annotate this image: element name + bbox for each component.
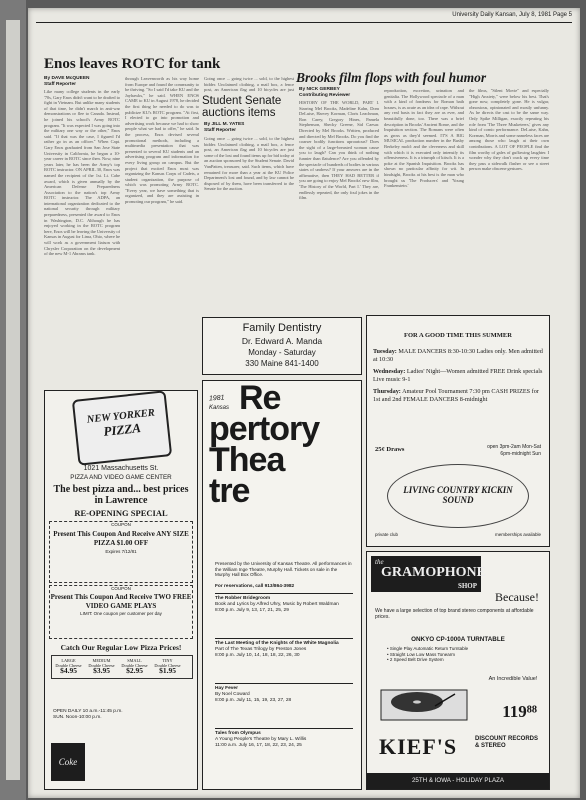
dentist-name: Dr. Edward A. Manda (241, 336, 323, 346)
pizza-logo (72, 390, 172, 465)
senate-lead: Going once ... going twice ... sold, to the highest bidder. Unclaimed clothing, a mail box, a fence post, an American flag and 10 bicycles are just (204, 76, 294, 93)
night-wednesday (373, 368, 543, 383)
show-credits: Book and Lyrics by Alfred Uhry, Music by Robert Waldman (215, 602, 339, 607)
gramophone-product: ONKYO CP-1000A TURNTABLE (411, 636, 505, 643)
bar-name: LIVING COUNTRY KICKIN SOUND (403, 485, 513, 505)
pizza-prices-title: Catch Our Regular Low Pizza Prices! (60, 643, 182, 652)
pizza-logo-top: NEW YORKER (86, 407, 156, 426)
wordmark-thea: Thea (209, 441, 285, 479)
header-rule (36, 22, 572, 23)
size-sub: Double Cheese (55, 663, 82, 668)
gramophone-logo (371, 556, 486, 592)
pizza-tagline: The best pizza and... best prices in Lawrence (53, 484, 189, 506)
coupon-2-label: COUPON (111, 586, 131, 591)
dentist-ad (202, 317, 362, 375)
show-title: The Last Meeting of the Knights of the White Magnolia (215, 641, 339, 646)
price-col-large (52, 658, 85, 673)
size-price: $4.95 (60, 666, 77, 675)
gramophone-desc: We have a large selection of top brand stereo components at affordable prices. (375, 608, 534, 620)
gramophone-price: 119⁸⁸ (502, 702, 537, 721)
bar-logo (387, 464, 529, 528)
pizza-reopening: RE-OPENING SPECIAL (74, 508, 168, 518)
bar-private: private club (375, 532, 399, 537)
senate-column: Going once ... going twice ... sold, to the highest bidder. Unclaimed clothing, a mail box, a fence post, an American flag and 10 bicycles are just some of the lost and found items up for bid today at an auction sponsored by the Student Senate. David VanPatten, treasurer, said. Such items, which have remained for more than a year at the KU Police Department's lost and found, and by law cannot be disposed of by them, have been transferred to the Senate for the auction. (204, 136, 294, 192)
show-2 (215, 638, 353, 683)
theatre-show-list (215, 593, 353, 773)
dentist-hours: Monday - Saturday (248, 348, 316, 357)
logo-name: GRAMOPHONE (381, 565, 486, 580)
price-col-small (118, 658, 151, 673)
show-4 (215, 728, 353, 773)
feature-3: • 2 Speed Belt Drive System (387, 657, 444, 663)
coke-logo: Coke (51, 743, 85, 781)
night-day: Wednesday: (373, 368, 406, 375)
wordmark-pertory: pertory (209, 410, 320, 448)
theatre-state: Kansas (209, 405, 230, 411)
show-3 (215, 683, 353, 728)
brooks-column-3: the films, "Silent Movie" and especially "High Anxiety," were below his best. That's gone now, completely gone. He is vulgar, obnoxious, opinionated and mostly unfunny. As he directs the cast to be the same way. Only Spike Milligan, exactly repeating his role from 'The Three Musketeers,' gives any kind of comic performance. DeLuise, Kahn, Korman, Morris and some nameless faces are among those who laugh at their own contributions. A LOT OF PEOPLE find the film worthy of gales of guffawing laughter. I wonder why they don't crack up every time they pass a sidewalk flasher or see a street person make obscene gestures. (469, 88, 549, 172)
gramophone-features (387, 646, 468, 663)
rotc-byline: By DAVE McQUEEN Staff Reporter (44, 76, 90, 87)
bar-ad (366, 315, 550, 547)
size-sub: Double Cheese (121, 663, 148, 668)
pizza-ad (44, 390, 198, 790)
show-credits: By Noel Coward (215, 692, 250, 697)
logo-the: the (375, 558, 384, 566)
theatre-reservations: For reservations, call 913/864-3982 (215, 584, 295, 589)
pizza-subtitle: PIZZA AND VIDEO GAME CENTER (70, 474, 172, 481)
coupon-1-expires: Expires 7/12/81 (105, 549, 137, 554)
adjacent-page-edge (0, 0, 26, 800)
size-label: LARGE (61, 658, 76, 663)
pizza-coupon-2[interactable] (49, 585, 193, 639)
bar-memberships: memberships available (494, 532, 541, 537)
kiefs-logo: KIEF'S (379, 734, 458, 759)
rotc-column-1: Like many college students in the early '70s, Gary Enos didn't want to be drafted to fight in Vietnam. But unlike many students of that time, he didn't march in anti-war demonstrations or flee to Canada. Instead, he joined his school's Army ROTC program. "It was expected I was going into the military one way or the other," Enos said. "If that was the case, I figured I'd rather go in as an officer." When Capt. Gary Enos graduated from San Jose State University in California, he began a 10-year career in ROTC since then. Now, nine years later, he has been the Army's top ROTC instructor. ON APRIL 30, Enos was named the recipient of the 1st. Lt. Cabe award, which is given annually by the American Defense Preparedness Association to the nation's top Army ROTC instructor. The ADPA, an international organization dedicated to the national security through military preparedness, presented the award to Enos in Washington, D.C. Although he has enjoyed working in the ROTC program here, Enos will be leaving the University of Kansas in August for Lima, Ohio, where he will work as a government liaison with Chrysler Corporation on the development of the new M-1 Abrams tank. (44, 89, 120, 257)
night-text: Ladies' Night—Women admitted FREE Drink specials Live music 9-1 (373, 368, 543, 383)
size-price: $1.95 (159, 666, 176, 675)
gramophone-because: Because! (495, 590, 539, 604)
coupon-1-label: COUPON (111, 522, 131, 527)
show-dates: 11:00 a.m. July 16, 17, 18, 22, 23, 24, 25 (215, 743, 302, 748)
size-label: MEDIUM (92, 658, 111, 663)
night-text: Amateur Pool Tournament 7:30 pm CASH PRIZES for 1st and 2nd FEMALE DANCERS 8-midnight (373, 388, 539, 403)
bar-hours: open 3pm-2am Mon-Sat 6pm-midnight Sun (487, 444, 541, 457)
dentist-title: Family Dentistry (242, 322, 322, 334)
size-sub: Double Cheese (154, 663, 181, 668)
running-head: University Daily Kansan, July 8, 1981 Page 5 (452, 12, 572, 18)
price-col-tiny (151, 658, 184, 673)
brooks-byline: By NICK GERBEY Contributing Reviewer (299, 87, 351, 98)
kiefs-address: 25TH & IOWA - HOLIDAY PLAZA (367, 773, 549, 789)
kiefs-sub: DISCOUNT RECORDS & STEREO (475, 736, 539, 749)
bar-title: FOR A GOOD TIME THIS SUMMER (404, 332, 512, 339)
night-day: Thursday: (373, 388, 401, 395)
night-thursday (373, 388, 543, 403)
bar-draws: 25¢ Draws (375, 446, 405, 453)
logo-shop: SHOP (457, 582, 477, 590)
feature-1: • Single Play Automatic Return Turntable (387, 646, 469, 651)
senate-byline: By JILL M. YATES Staff Reporter (204, 122, 245, 133)
dentist-address: 330 Maine 841-1400 (245, 359, 319, 368)
show-dates: 8:00 p.m. July 11, 15, 19, 23, 27, 28 (215, 698, 292, 703)
coupon-2-note: LIMIT: One coupon per customer per day (80, 611, 162, 616)
gramophone-ad (366, 551, 550, 790)
rotc-column-2: through Leavenworth as his way home from Europe and found the community to be thriving. "So I said I'd take KU and the Jayhawks," he said. WHEN ENOS CAME to KU in August 1978, he decided the first thing he needed to do was to publicize KU's ROTC program. "At first, I elected to go into promotion and advertising work because we had to show people what we had to offer," he said. In the process, Enos devised several promotional methods, including a multimedia presentation that was presented to several KU students and an advertising program and information for every living group on campus. But the project that excited Enos most was organizing the Kansas Corps of Cadets, a student organization, the purpose of which was promoting Army ROTC. "Every year, we have something that is organized, and they are assisting in promoting our program," he said. (125, 76, 199, 205)
size-price: $3.95 (93, 666, 110, 675)
price-col-medium (85, 658, 118, 673)
show-1 (215, 593, 353, 638)
size-price: $2.95 (126, 666, 143, 675)
pizza-address: 1021 Massachusetts St. (83, 465, 159, 472)
pizza-price-table (51, 655, 193, 679)
wordmark-re: Re (239, 379, 281, 417)
rotc-headline: Enos leaves ROTC for tank (44, 56, 221, 72)
wordmark-tre: tre (209, 472, 250, 510)
night-tuesday (373, 348, 543, 363)
show-credits: Part of The Texas Trilogy by Preston Jones (215, 647, 307, 652)
show-dates: 8:00 p.m. July 9, 13, 17, 21, 25, 29 (215, 608, 289, 613)
brooks-column-2: reproduction, excretion, urination and genitalia. The Hollywood spectacle of a man with a kind of fondness for Roman bath houses, is as acute as an idea of rape. Without any real basis in fact they are as ever, and beautifully done, too. There was a brief description in Brooks' Ancient Rome, and the Inquisition section. The Romans were often as gross as they'd seemed. IT'S A BIG MUSICAL production number in the Busby Berkeley mold: and the cleverness and skill with which it is executed only intensify its offensiveness. It is a triumph of kitsch. It is a poke at the Spanish Inquisition. Brooks has shown no particular affinity for wit. In hindsight, Brooks at his best is the man who brought us 'The Producers' and 'Young Frankenstein.' (384, 88, 464, 189)
turntable-icon (379, 670, 469, 726)
pizza-hours: OPEN DAILY 10 a.m.-11:45 p.m. SUN. Noon-10:00 p.m. (53, 709, 123, 720)
brooks-headline: Brooks film flops with foul humor (296, 70, 487, 85)
show-title: The Robber Bridegroom (215, 596, 271, 601)
theatre-ad (202, 380, 362, 790)
senate-headline: Student Senate auctions items (202, 95, 282, 119)
brooks-column-1: HISTORY OF THE WORLD, PART I. Starring Mel Brooks, Madeline Kahn, Dom DeLuise, Harvey Korman, Cloris Leachman, Ron Carey, Gregory Hines, Pamela Stephenson, Shecky Greene, Sid Caesar. Directed by Mel Brooks. Written, produced and directed by Mel Brooks. Do you find the coarser bodily functions uproarious? Does the sight of a large-breasted woman cause you to laugh? Can you think of nothing funnier than flatulence? Are you offended by the spectacle of hundreds of bodies in various states of undress? If your answers are in the affirmative, then THEY HAD BETTER if you are going to enjoy Mel Brooks' new film, 'The History of the World, Part I.' They are, endlessly repeated, the only foul jokes in the film. (299, 100, 379, 201)
bar-nights (373, 348, 543, 403)
show-title: Tales from Olympus (215, 731, 261, 736)
theatre-presented: Presented by the University of Kansas Theatre. All performances in the William Inge Theatre, Murphy Hall. Tickets on sale in the Murphy Hall Box Office. (215, 561, 352, 578)
show-credits: A Young People's Theatre by Mary L. Willis (215, 737, 307, 742)
show-title: Hay Fever (215, 686, 238, 691)
pizza-coupon-1[interactable] (49, 521, 193, 583)
size-label: SMALL (127, 658, 142, 663)
feature-2: • Straight Low Low Mass Tonearm (387, 651, 456, 657)
size-label: TINY (162, 658, 173, 663)
theatre-year: 1981 (208, 394, 225, 403)
size-sub: Double Cheese (88, 663, 115, 668)
night-text: MALE DANCERS 8:30-10:30 Ladies only. Men admitted at 10:30 (373, 348, 543, 363)
gramophone-incredible: An Incredible Value! (488, 676, 538, 682)
coupon-2-offer: Present This Coupon And Receive TWO FREE VIDEO GAME PLAYS (50, 593, 192, 610)
coupon-1-offer: Present This Coupon And Receive ANY SIZE PIZZA $1.00 OFF (53, 530, 189, 547)
pizza-logo-sub: PIZZA (102, 420, 142, 439)
night-day: Tuesday: (373, 348, 397, 355)
show-dates: 8:00 p.m. July 10, 14, 18, 18, 22, 26, 30 (215, 653, 300, 658)
